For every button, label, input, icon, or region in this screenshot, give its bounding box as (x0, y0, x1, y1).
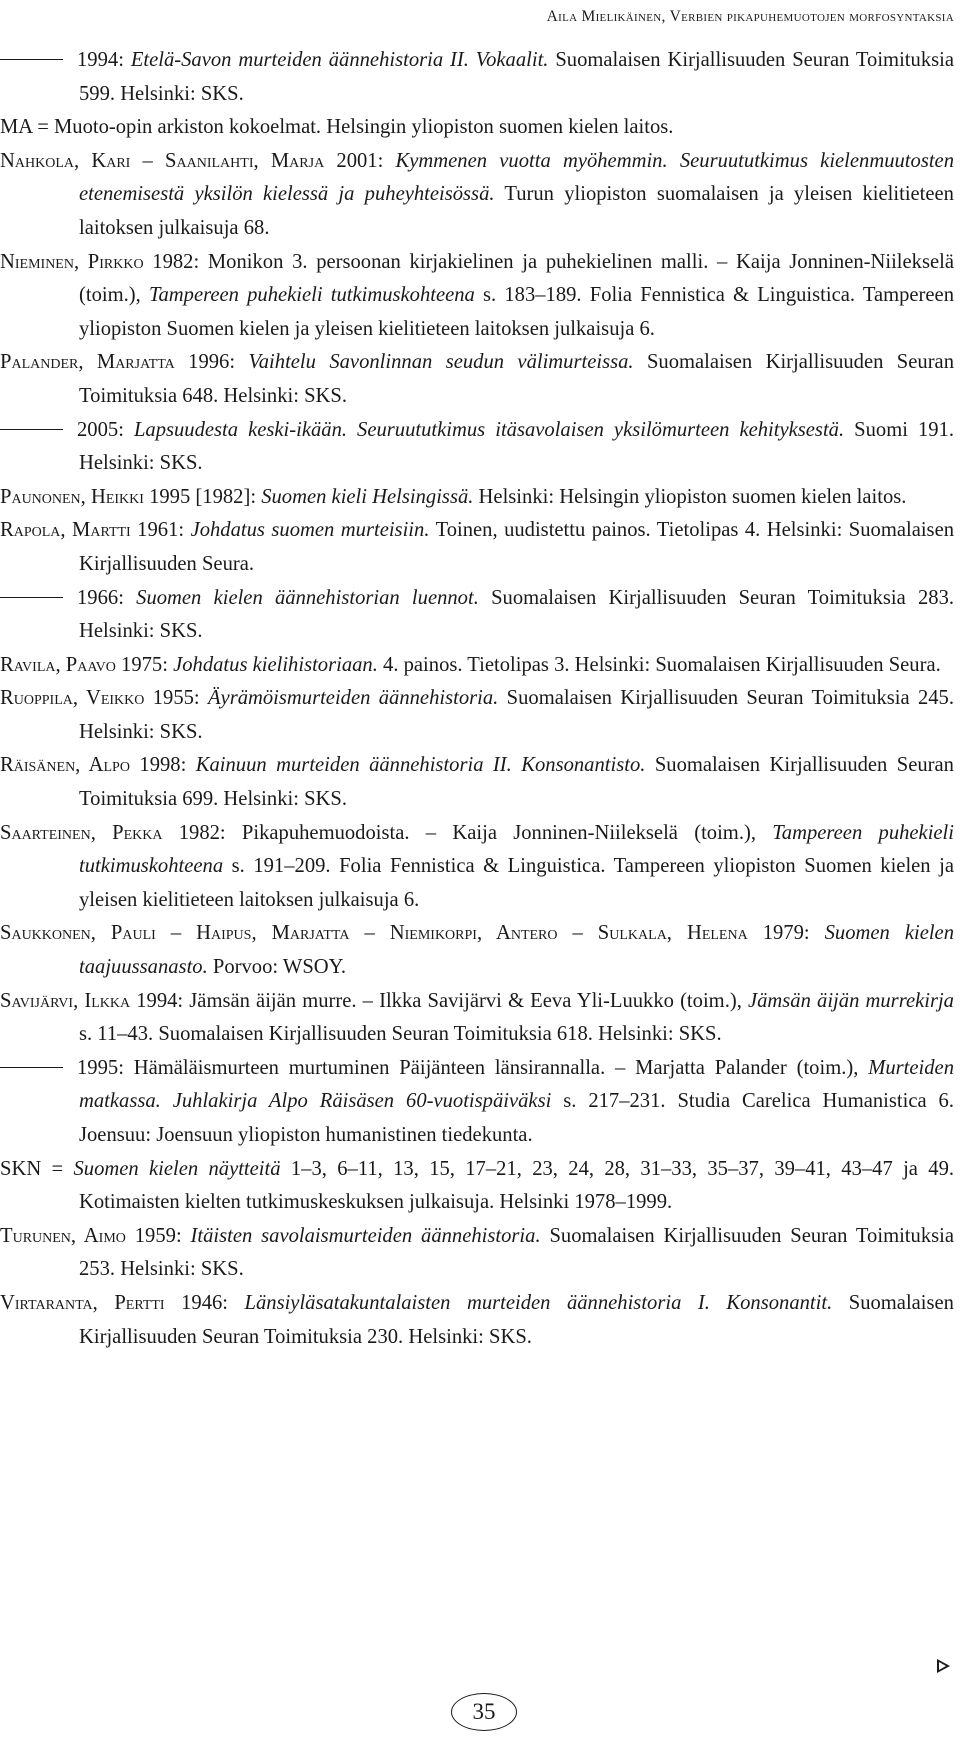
page-number: 35 (451, 1693, 517, 1731)
reference-author: Palander, Marjatta (0, 351, 175, 374)
repeat-author-dash (0, 597, 63, 598)
reference-author: Räisänen, Alpo (0, 754, 130, 777)
repeat-author-dash (0, 429, 63, 430)
reference-entry: 1995: Hämäläismurteen murtuminen Päijänteen länsirannalla. – Marjatta Palander (toim.), Murteiden matkassa. Juhlakirja Alpo Räisäsen 60-vuotispäiväksi s. 217–231. Studia Carelica Humanistica 6. Joensuu: Joensuun yliopiston humanistinen tiedekunta. (0, 1052, 954, 1153)
repeat-author-dash (0, 59, 63, 60)
reference-entry: Nahkola, Kari – Saanilahti, Marja 2001: Kymmenen vuotta myöhemmin. Seuruututkimus kielenmuutosten etenemisestä yksilön kielessä ja puheyhteisössä. Turun yliopiston suomalaisen ja yleisen kielitieteen laitoksen julkaisuja 68. (0, 149, 954, 239)
reference-author: Savijärvi, Ilkka (0, 989, 131, 1012)
reference-entry: Saukkonen, Pauli – Haipus, Marjatta – Niemikorpi, Antero – Sulkala, Helena 1979: Suomen kielen taajuussanasto. Porvoo: WSOY. (0, 922, 954, 979)
reference-entry: Virtaranta, Pertti 1946: Länsiyläsatakuntalaisten murteiden äännehistoria I. Konsonantit. Suomalaisen Kirjallisuuden Seuran Toimituksia 230. Helsinki: SKS. (0, 1291, 954, 1348)
triangle-right-icon (937, 1659, 950, 1673)
reference-entry: SKN = Suomen kielen näytteitä 1–3, 6–11, 13, 15, 17–21, 23, 24, 28, 31–33, 35–37, 39–41, 43–47 ja 49. Kotimaisten kielten tutkimuskeskuksen julkaisuja. Helsinki 1978–1999. (0, 1157, 955, 1214)
reference-entry: Paunonen, Heikki 1995 [1982]: Suomen kieli Helsingissä. Helsinki: Helsingin yliopiston suomen kielen laitos. (0, 485, 907, 508)
reference-entry: Ravila, Paavo 1975: Johdatus kielihistoriaan. 4. painos. Tietolipas 3. Helsinki: Suomalaisen Kirjallisuuden Seura. (0, 653, 941, 676)
reference-author: Ravila, Paavo (0, 653, 116, 676)
reference-author: Virtaranta, Pertti (0, 1291, 165, 1314)
running-header: Aila Mielikäinen, Verbien pikapuhemuotojen morfosyntaksia (546, 8, 954, 25)
repeat-author-dash (0, 1067, 63, 1068)
reference-author: Nahkola, Kari – Saanilahti, Marja (0, 149, 325, 172)
reference-entry: Rapola, Martti 1961: Johdatus suomen murteisiin. Toinen, uudistettu painos. Tietolipas 4. Helsinki: Suomalaisen Kirjallisuuden Seura. (0, 519, 955, 575)
reference-author: Turunen, Aimo (0, 1224, 126, 1247)
reference-entry: 1994: Etelä-Savon murteiden äännehistoria II. Vokaalit. Suomalaisen Kirjallisuuden Seuran Toimituksia 599. Helsinki: SKS. (0, 44, 954, 111)
reference-entry: Savijärvi, Ilkka 1994: Jämsän äijän murre. – Ilkka Savijärvi & Eeva Yli-Luukko (toim.), Jämsän äijän murrekirja s. 11–43. Suomalaisen Kirjallisuuden Seuran Toimituksia 618. Helsinki: SKS. (0, 989, 954, 1046)
reference-author: Paunonen, Heikki (0, 485, 144, 508)
reference-entry: 2005: Lapsuudesta keski-ikään. Seuruututkimus itäsavolaisen yksilömurteen kehityksestä. Suomi 191. Helsinki: SKS. (0, 414, 954, 481)
reference-author: Nieminen, Pirkko (0, 250, 144, 273)
reference-entry: 1966: Suomen kielen äännehistorian luennot. Suomalaisen Kirjallisuuden Seuran Toimituksia 283. Helsinki: SKS. (0, 582, 954, 649)
reference-entry: Saarteinen, Pekka 1982: Pikapuhemuodoista. – Kaija Jonninen-Niilekselä (toim.), Tampereen puhekieli tutkimuskohteena s. 191–209. Folia Fennistica & Linguistica. Tampereen yliopiston Suomen kielen ja yleisen kielitieteen laitoksen julkaisuja 6. (0, 821, 954, 911)
reference-author: Saukkonen, Pauli – Haipus, Marjatta – Niemikorpi, Antero – Sulkala, Helena (0, 922, 748, 945)
reference-author: Rapola, Martti (0, 519, 131, 542)
reference-entry: Räisänen, Alpo 1998: Kainuun murteiden äännehistoria II. Konsonantisto. Suomalaisen Kirjallisuuden Seuran Toimituksia 699. Helsinki: SKS. (0, 754, 954, 811)
reference-author: Saarteinen, Pekka (0, 821, 163, 844)
reference-list (0, 44, 954, 1354)
reference-entry: Palander, Marjatta 1996: Vaihtelu Savonlinnan seudun välimurteissa. Suomalaisen Kirjallisuuden Seuran Toimituksia 648. Helsinki: SKS. (0, 351, 954, 407)
reference-entry: Ruoppila, Veikko 1955: Äyrämöismurteiden äännehistoria. Suomalaisen Kirjallisuuden Seuran Toimituksia 245. Helsinki: SKS. (0, 687, 954, 743)
reference-entry: Nieminen, Pirkko 1982: Monikon 3. persoonan kirjakielinen ja puhekielinen malli. – Kaija Jonninen-Niilekselä (toim.), Tampereen puhekieli tutkimuskohteena s. 183–189. Folia Fennistica & Linguistica. Tampereen yliopiston Suomen kielen ja yleisen kielitieteen laitoksen julkaisuja 6. (0, 250, 954, 340)
reference-entry: MA = Muoto-opin arkiston kokoelmat. Helsingin yliopiston suomen kielen laitos. (0, 116, 674, 139)
reference-entry: Turunen, Aimo 1959: Itäisten savolaismurteiden äännehistoria. Suomalaisen Kirjallisuuden Seuran Toimituksia 253. Helsinki: SKS. (0, 1224, 955, 1281)
reference-author: Ruoppila, Veikko (0, 687, 145, 710)
